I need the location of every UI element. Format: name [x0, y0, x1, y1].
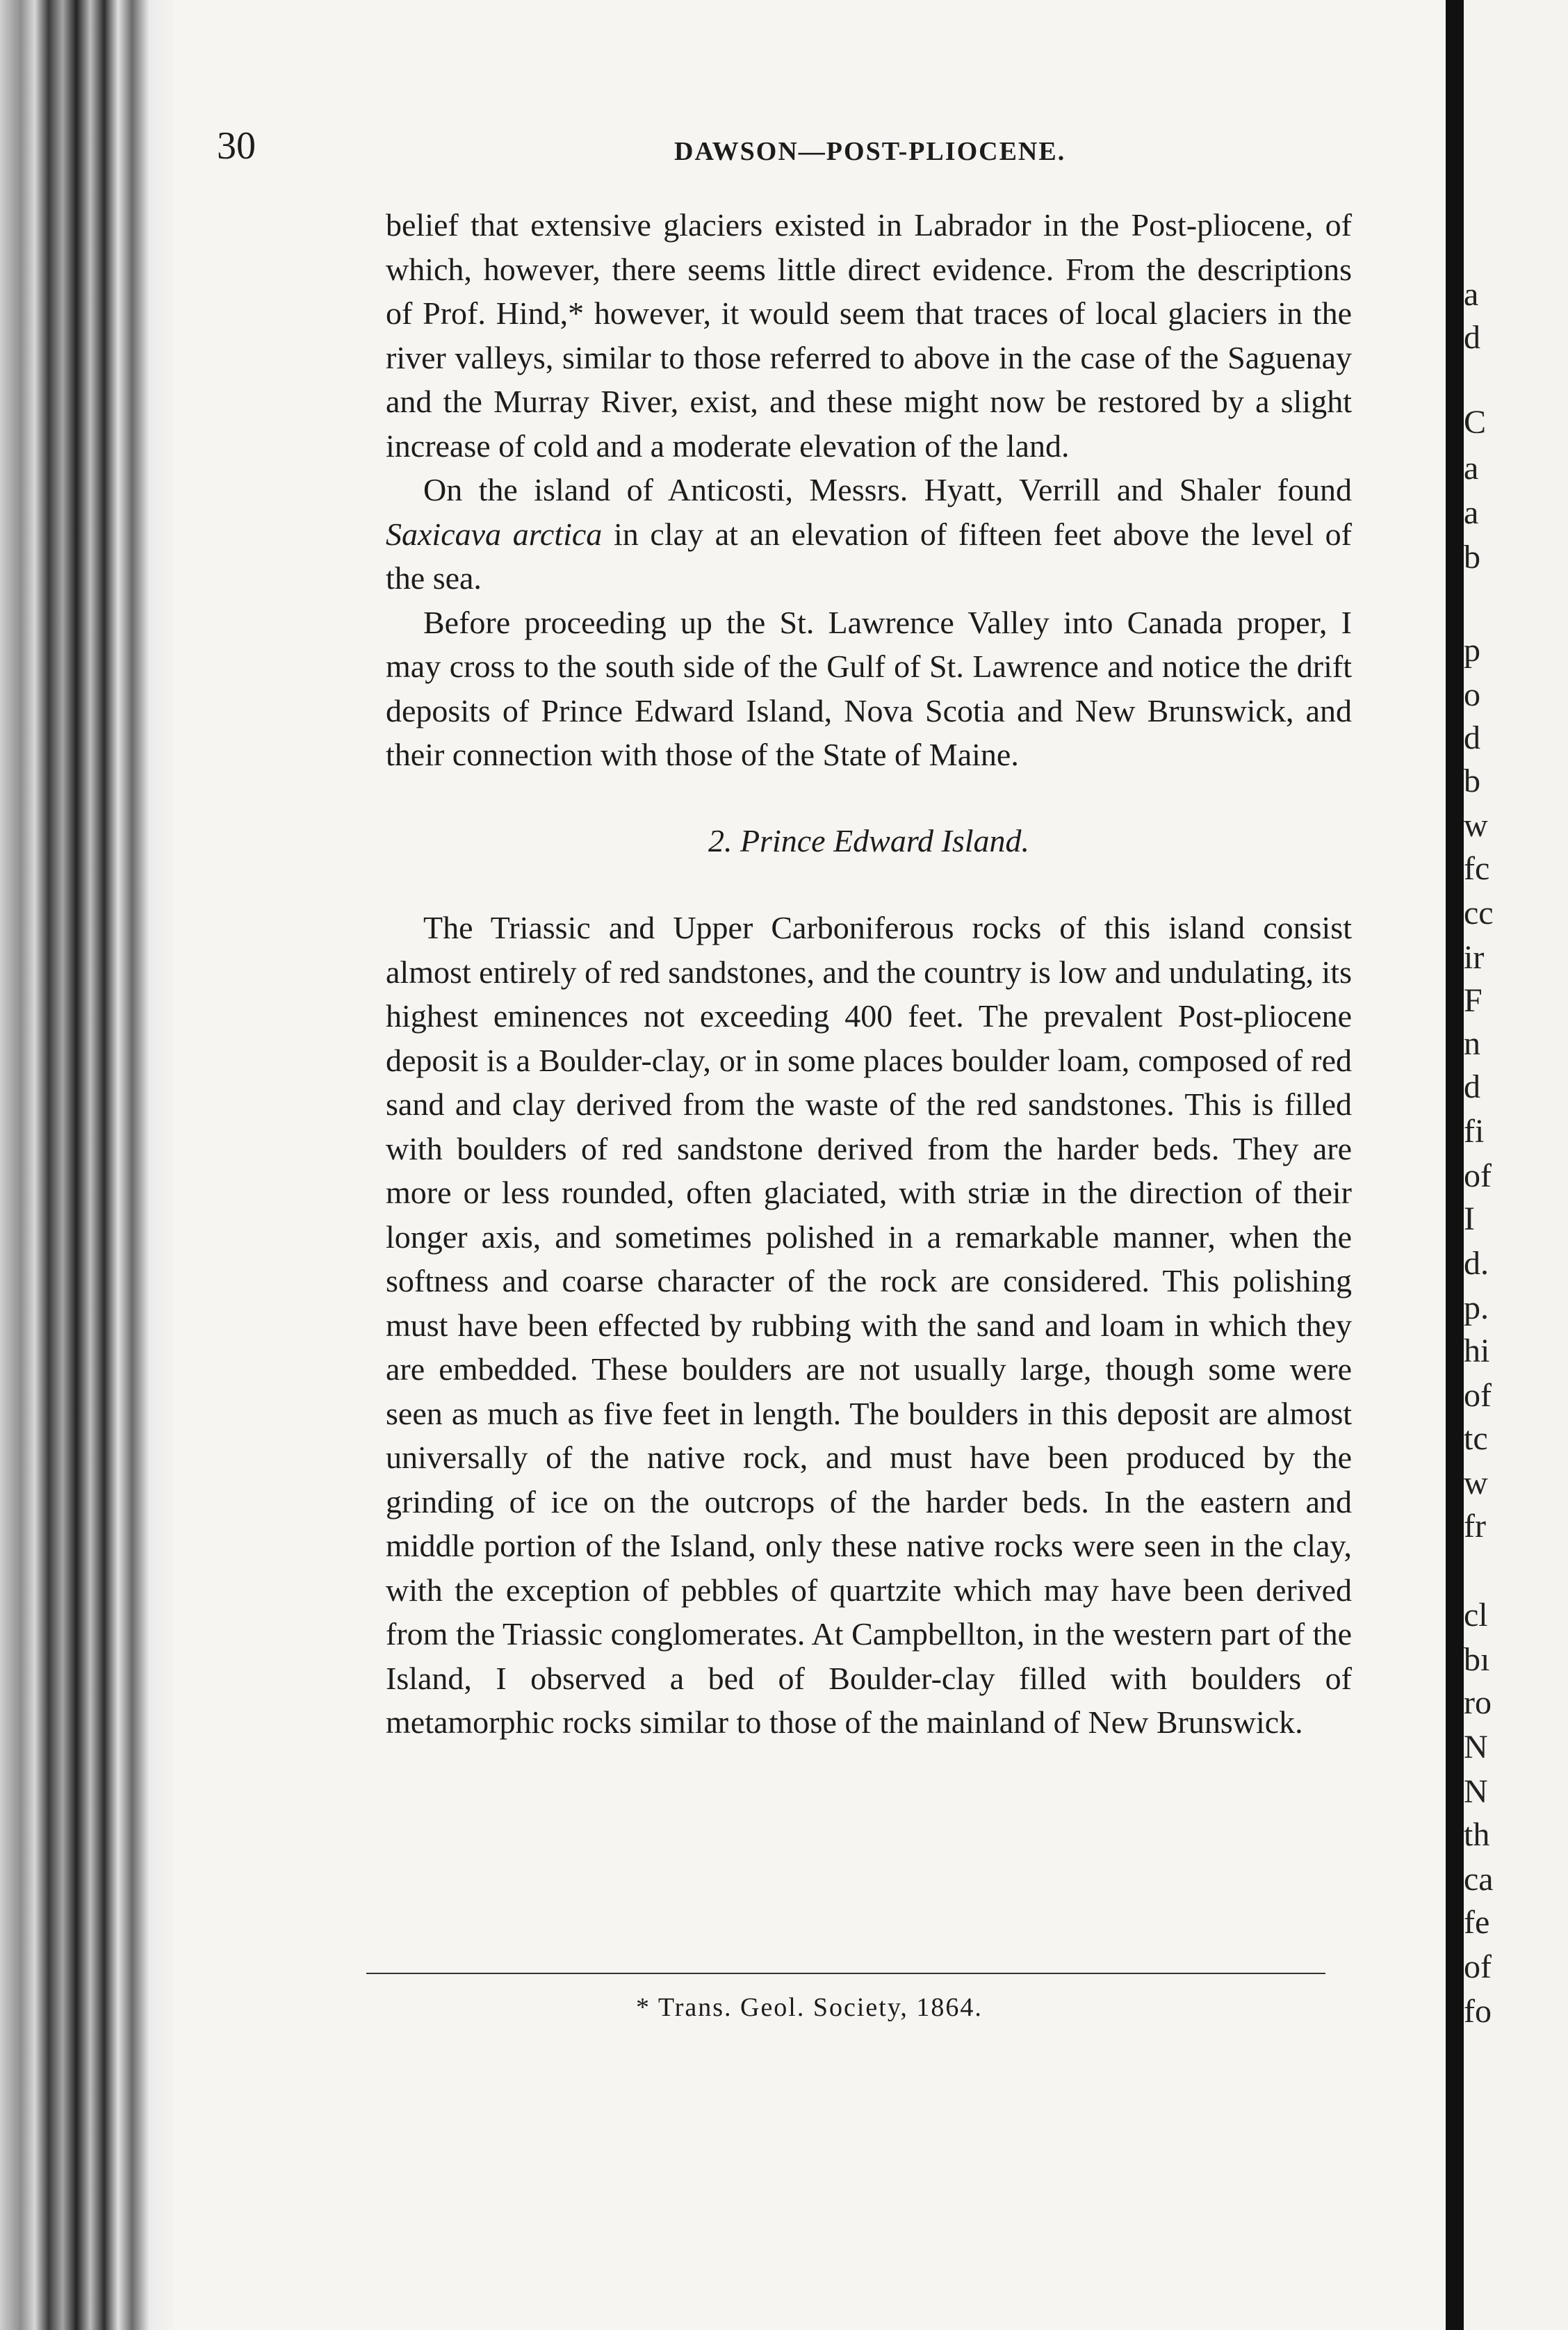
facing-fragment: ro	[1464, 1684, 1492, 1721]
page-divider	[1446, 0, 1464, 2330]
facing-fragment: C	[1464, 404, 1487, 441]
facing-fragment: cl	[1464, 1597, 1488, 1634]
facing-fragment: th	[1464, 1816, 1490, 1853]
facing-fragment: p.	[1464, 1289, 1489, 1326]
facing-fragment: a	[1464, 494, 1479, 531]
facing-fragment: fi	[1464, 1113, 1485, 1150]
facing-fragment: n	[1464, 1025, 1480, 1062]
facing-fragment: N	[1464, 1773, 1488, 1810]
facing-fragment: ir	[1464, 939, 1485, 976]
facing-fragment: a	[1464, 450, 1479, 487]
facing-fragment: a	[1464, 276, 1479, 313]
facing-fragment: tc	[1464, 1420, 1488, 1457]
facing-fragment: d	[1464, 1068, 1480, 1105]
facing-fragment: d	[1464, 319, 1480, 356]
facing-page	[1464, 0, 1568, 2330]
species-name: Saxicava arctica	[386, 516, 603, 552]
paragraph-2-tail: in clay at an elevation of fifteen feet above the level of the sea.	[386, 516, 1352, 596]
facing-fragment: bı	[1464, 1641, 1490, 1678]
facing-fragment: fe	[1464, 1904, 1490, 1941]
facing-fragment: I	[1464, 1200, 1475, 1237]
book-gutter	[0, 0, 174, 2330]
facing-fragment: of	[1464, 1157, 1492, 1194]
section-number: 2.	[708, 822, 733, 858]
facing-fragment: fc	[1464, 850, 1490, 887]
paragraph-1: belief that extensive glaciers existed in Labrador in the Post-pliocene, of which, however, there seems little direct evidence. From the descriptions of Prof. Hind,* however, it would seem that traces of local glaciers in the river valleys, similar to those referred to above in the case of the Saguenay and the Murray River, exist, and these might now be restored by a slight increase of cold and a moderate elevation of the land.	[386, 207, 1352, 464]
facing-fragment: fo	[1464, 1993, 1492, 2030]
paragraph-2-lead: On the island of Anticosti, Messrs. Hyatt, Verrill and Shaler found	[423, 472, 1352, 507]
facing-fragment: d	[1464, 719, 1480, 756]
facing-fragment: cc	[1464, 895, 1494, 931]
paragraph-4: The Triassic and Upper Carboniferous rocks of this island consist almost entirely of red sandstones, and the country is low and undulating, its highest eminences not exceeding 400 feet. The prevalent Post-pliocene deposit is a Boulder-clay, or in some places boulder loam, composed of red sand and clay derived from the waste of the red sandstones. This is filled with boulders of red sandstone derived from the harder beds. They are more or less rounded, often glaciated, with striæ in the direction of their longer axis, and sometimes polished in a remarkable manner, when the softness and coarse character of the rock are considered. This polishing must have been effected by rubbing with the sand and loam in which they are embedded. These boulders are not usually large, though some were seen as much as five feet in length. The boulders in this deposit are almost universally of the native rock, and must have been produced by the grinding of ice on the outcrops of the harder beds. In the eastern and middle portion of the Island, only these native rocks were seen in the clay, with the exception of pebbles of quartzite which may have been derived from the Triassic conglomerates. At Campbellton, in the western part of the Island, I observed a bed of Boulder-clay filled with boulders of metamorphic rocks similar to those of the mainland of New Brunswick.	[386, 910, 1352, 1740]
facing-fragment: w	[1464, 1465, 1488, 1501]
facing-fragment: w	[1464, 807, 1488, 844]
facing-fragment: b	[1464, 539, 1480, 576]
facing-fragment: ca	[1464, 1861, 1494, 1898]
section-heading	[386, 819, 1352, 863]
running-head: DAWSON—POST-PLIOCENE.	[674, 137, 1066, 166]
facing-fragment: p	[1464, 632, 1480, 669]
facing-fragment: fr	[1464, 1508, 1486, 1545]
page-number: 30	[217, 124, 256, 168]
facing-fragment: b	[1464, 763, 1480, 799]
footnote-rule	[366, 1973, 1325, 1974]
facing-fragment: of	[1464, 1377, 1492, 1414]
facing-fragment: hi	[1464, 1333, 1490, 1369]
facing-fragment: o	[1464, 676, 1480, 713]
facing-fragment: N	[1464, 1729, 1488, 1766]
facing-fragment: d.	[1464, 1245, 1489, 1282]
paragraph-3: Before proceeding up the St. Lawrence Valley into Canada proper, I may cross to the south side of the Gulf of St. Lawrence and notice the drift deposits of Prince Edward Island, Nova Scotia and New Brunswick, and their connection with those of the State of Maine.	[386, 604, 1352, 772]
paragraph-2	[386, 468, 1352, 601]
facing-fragment: F	[1464, 982, 1483, 1019]
footnote: * Trans. Geol. Society, 1864.	[636, 1993, 983, 2022]
section-title: Prince Edward Island.	[740, 822, 1030, 858]
facing-fragment: of	[1464, 1948, 1492, 1985]
body-text	[386, 203, 1352, 1745]
